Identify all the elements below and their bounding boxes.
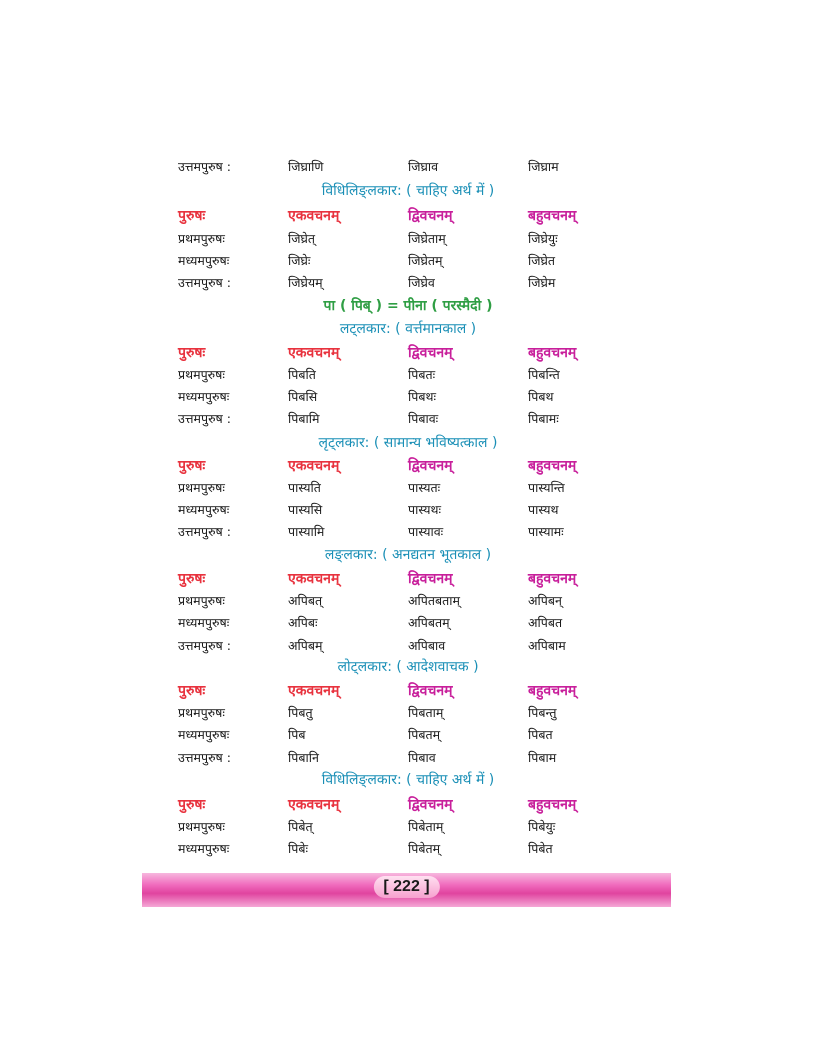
verb-form-cell: अपिबाम [528, 638, 566, 653]
header-purusha: पुरुषः [178, 797, 206, 813]
header-ekavachanam: एकवचनम् [288, 458, 340, 474]
verb-form-cell: पिबति [288, 367, 316, 382]
verb-form-cell: पास्यथ [528, 502, 559, 517]
person-label: उत्तमपुरुष : [178, 159, 231, 174]
header-bahuvachanam: बहुवचनम् [528, 571, 577, 587]
verb-form-cell: अपितबताम् [408, 593, 460, 608]
verb-form-cell: अपिबत् [288, 593, 323, 608]
section-title: लृट्लकार: ( सामान्य भविष्यत्काल ) [318, 435, 498, 451]
person-label: प्रथमपुरुषः [178, 705, 225, 720]
person-label: मध्यमपुरुषः [178, 727, 230, 742]
verb-form-cell: पास्यावः [408, 524, 444, 539]
section-title: पा ( पिब् ) = पीना ( परस्मैदी ) [323, 298, 493, 314]
verb-form-cell: पास्यतः [408, 480, 441, 495]
verb-form-cell: जिघ्राव [408, 159, 439, 174]
header-purusha: पुरुषः [178, 208, 206, 224]
verb-form-cell: पिबानि [288, 750, 319, 765]
verb-form-cell: पिबाव [408, 750, 436, 765]
verb-form-cell: पिबेयुः [528, 819, 556, 834]
verb-form-cell: पिबन्ति [528, 367, 560, 382]
header-ekavachanam: एकवचनम् [288, 683, 340, 699]
person-label: मध्यमपुरुषः [178, 841, 230, 856]
header-bahuvachanam: बहुवचनम् [528, 683, 577, 699]
header-bahuvachanam: बहुवचनम् [528, 345, 577, 361]
verb-form-cell: पिबताम् [408, 705, 444, 720]
verb-form-cell: जिघ्रेयुः [528, 231, 558, 246]
verb-form-cell: जिघ्राणि [288, 159, 324, 174]
verb-form-cell: पिबथः [408, 389, 436, 404]
person-label: मध्यमपुरुषः [178, 253, 230, 268]
verb-form-cell: पिबसि [288, 389, 318, 404]
verb-form-cell: अपिबन् [528, 593, 562, 608]
header-bahuvachanam: बहुवचनम् [528, 797, 577, 813]
person-label: प्रथमपुरुषः [178, 819, 225, 834]
person-label: मध्यमपुरुषः [178, 615, 230, 630]
header-bahuvachanam: बहुवचनम् [528, 208, 577, 224]
verb-form-cell: पास्यामः [528, 524, 564, 539]
header-ekavachanam: एकवचनम् [288, 345, 340, 361]
verb-form-cell: अपिबम् [288, 638, 323, 653]
verb-form-cell: पिबेत् [288, 819, 313, 834]
verb-form-cell: पिबेः [288, 841, 309, 856]
section-title: विधिलिङ्लकार: ( चाहिए अर्थ में ) [321, 183, 495, 199]
verb-form-cell: जिघ्राम [528, 159, 559, 174]
header-purusha: पुरुषः [178, 683, 206, 699]
verb-form-cell: पास्यन्ति [528, 480, 565, 495]
section-title: लट्लकार: ( वर्त्तमानकाल ) [339, 321, 477, 337]
verb-form-cell: जिघ्रेतम् [408, 253, 443, 268]
verb-form-cell: पिबाम [528, 750, 557, 765]
person-label: उत्तमपुरुष : [178, 411, 231, 426]
verb-form-cell: पिबेताम् [408, 819, 444, 834]
person-label: उत्तमपुरुष : [178, 638, 231, 653]
header-dvivachanam: द्विवचनम् [408, 208, 453, 224]
verb-form-cell: पिबतः [408, 367, 436, 382]
verb-form-cell: पास्यामि [288, 524, 325, 539]
verb-form-cell: पिबथ [528, 389, 554, 404]
header-dvivachanam: द्विवचनम् [408, 345, 453, 361]
verb-form-cell: पास्यसि [288, 502, 323, 517]
verb-form-cell: जिघ्रेत् [288, 231, 316, 246]
header-dvivachanam: द्विवचनम् [408, 797, 453, 813]
header-purusha: पुरुषः [178, 458, 206, 474]
person-label: प्रथमपुरुषः [178, 231, 225, 246]
person-label: मध्यमपुरुषः [178, 502, 230, 517]
verb-form-cell: अपिबः [288, 615, 318, 630]
verb-form-cell: पिबेत [528, 841, 553, 856]
verb-form-cell: जिघ्रेताम् [408, 231, 446, 246]
verb-form-cell: जिघ्रेत [528, 253, 556, 268]
header-dvivachanam: द्विवचनम् [408, 571, 453, 587]
verb-form-cell: पिब [288, 727, 306, 742]
verb-form-cell: पिबावः [408, 411, 439, 426]
verb-form-cell: जिघ्रेव [408, 275, 435, 290]
verb-form-cell: पिबतु [288, 705, 313, 720]
person-label: उत्तमपुरुष : [178, 750, 231, 765]
verb-form-cell: अपिबतम् [408, 615, 450, 630]
verb-form-cell: पिबत [528, 727, 553, 742]
header-purusha: पुरुषः [178, 345, 206, 361]
person-label: प्रथमपुरुषः [178, 593, 225, 608]
header-dvivachanam: द्विवचनम् [408, 458, 453, 474]
verb-form-cell: जिघ्रेयम् [288, 275, 323, 290]
verb-form-cell: अपिबत [528, 615, 563, 630]
verb-form-cell: पिबामः [528, 411, 559, 426]
header-ekavachanam: एकवचनम् [288, 208, 340, 224]
verb-form-cell: पिबतम् [408, 727, 441, 742]
header-ekavachanam: एकवचनम् [288, 797, 340, 813]
person-label: उत्तमपुरुष : [178, 275, 231, 290]
person-label: उत्तमपुरुष : [178, 524, 231, 539]
verb-form-cell: पिबेतम् [408, 841, 441, 856]
header-bahuvachanam: बहुवचनम् [528, 458, 577, 474]
verb-form-cell: पास्यथः [408, 502, 441, 517]
header-ekavachanam: एकवचनम् [288, 571, 340, 587]
person-label: प्रथमपुरुषः [178, 367, 225, 382]
section-title: लङ्लकार: ( अनद्यतन भूतकाल ) [324, 547, 492, 563]
verb-form-cell: जिघ्रेम [528, 275, 556, 290]
page-number: [ 222 ] [373, 876, 439, 898]
header-purusha: पुरुषः [178, 571, 206, 587]
section-title: लोट्लकार: ( आदेशवाचक ) [337, 659, 479, 675]
footer-band [142, 873, 671, 907]
header-dvivachanam: द्विवचनम् [408, 683, 453, 699]
verb-form-cell: पास्यति [288, 480, 321, 495]
verb-form-cell: पिबन्तु [528, 705, 557, 720]
person-label: मध्यमपुरुषः [178, 389, 230, 404]
person-label: प्रथमपुरुषः [178, 480, 225, 495]
verb-form-cell: अपिबाव [408, 638, 446, 653]
verb-form-cell: जिघ्रेः [288, 253, 311, 268]
section-title: विधिलिङ्लकार: ( चाहिए अर्थ में ) [321, 772, 495, 788]
verb-form-cell: पिबामि [288, 411, 320, 426]
